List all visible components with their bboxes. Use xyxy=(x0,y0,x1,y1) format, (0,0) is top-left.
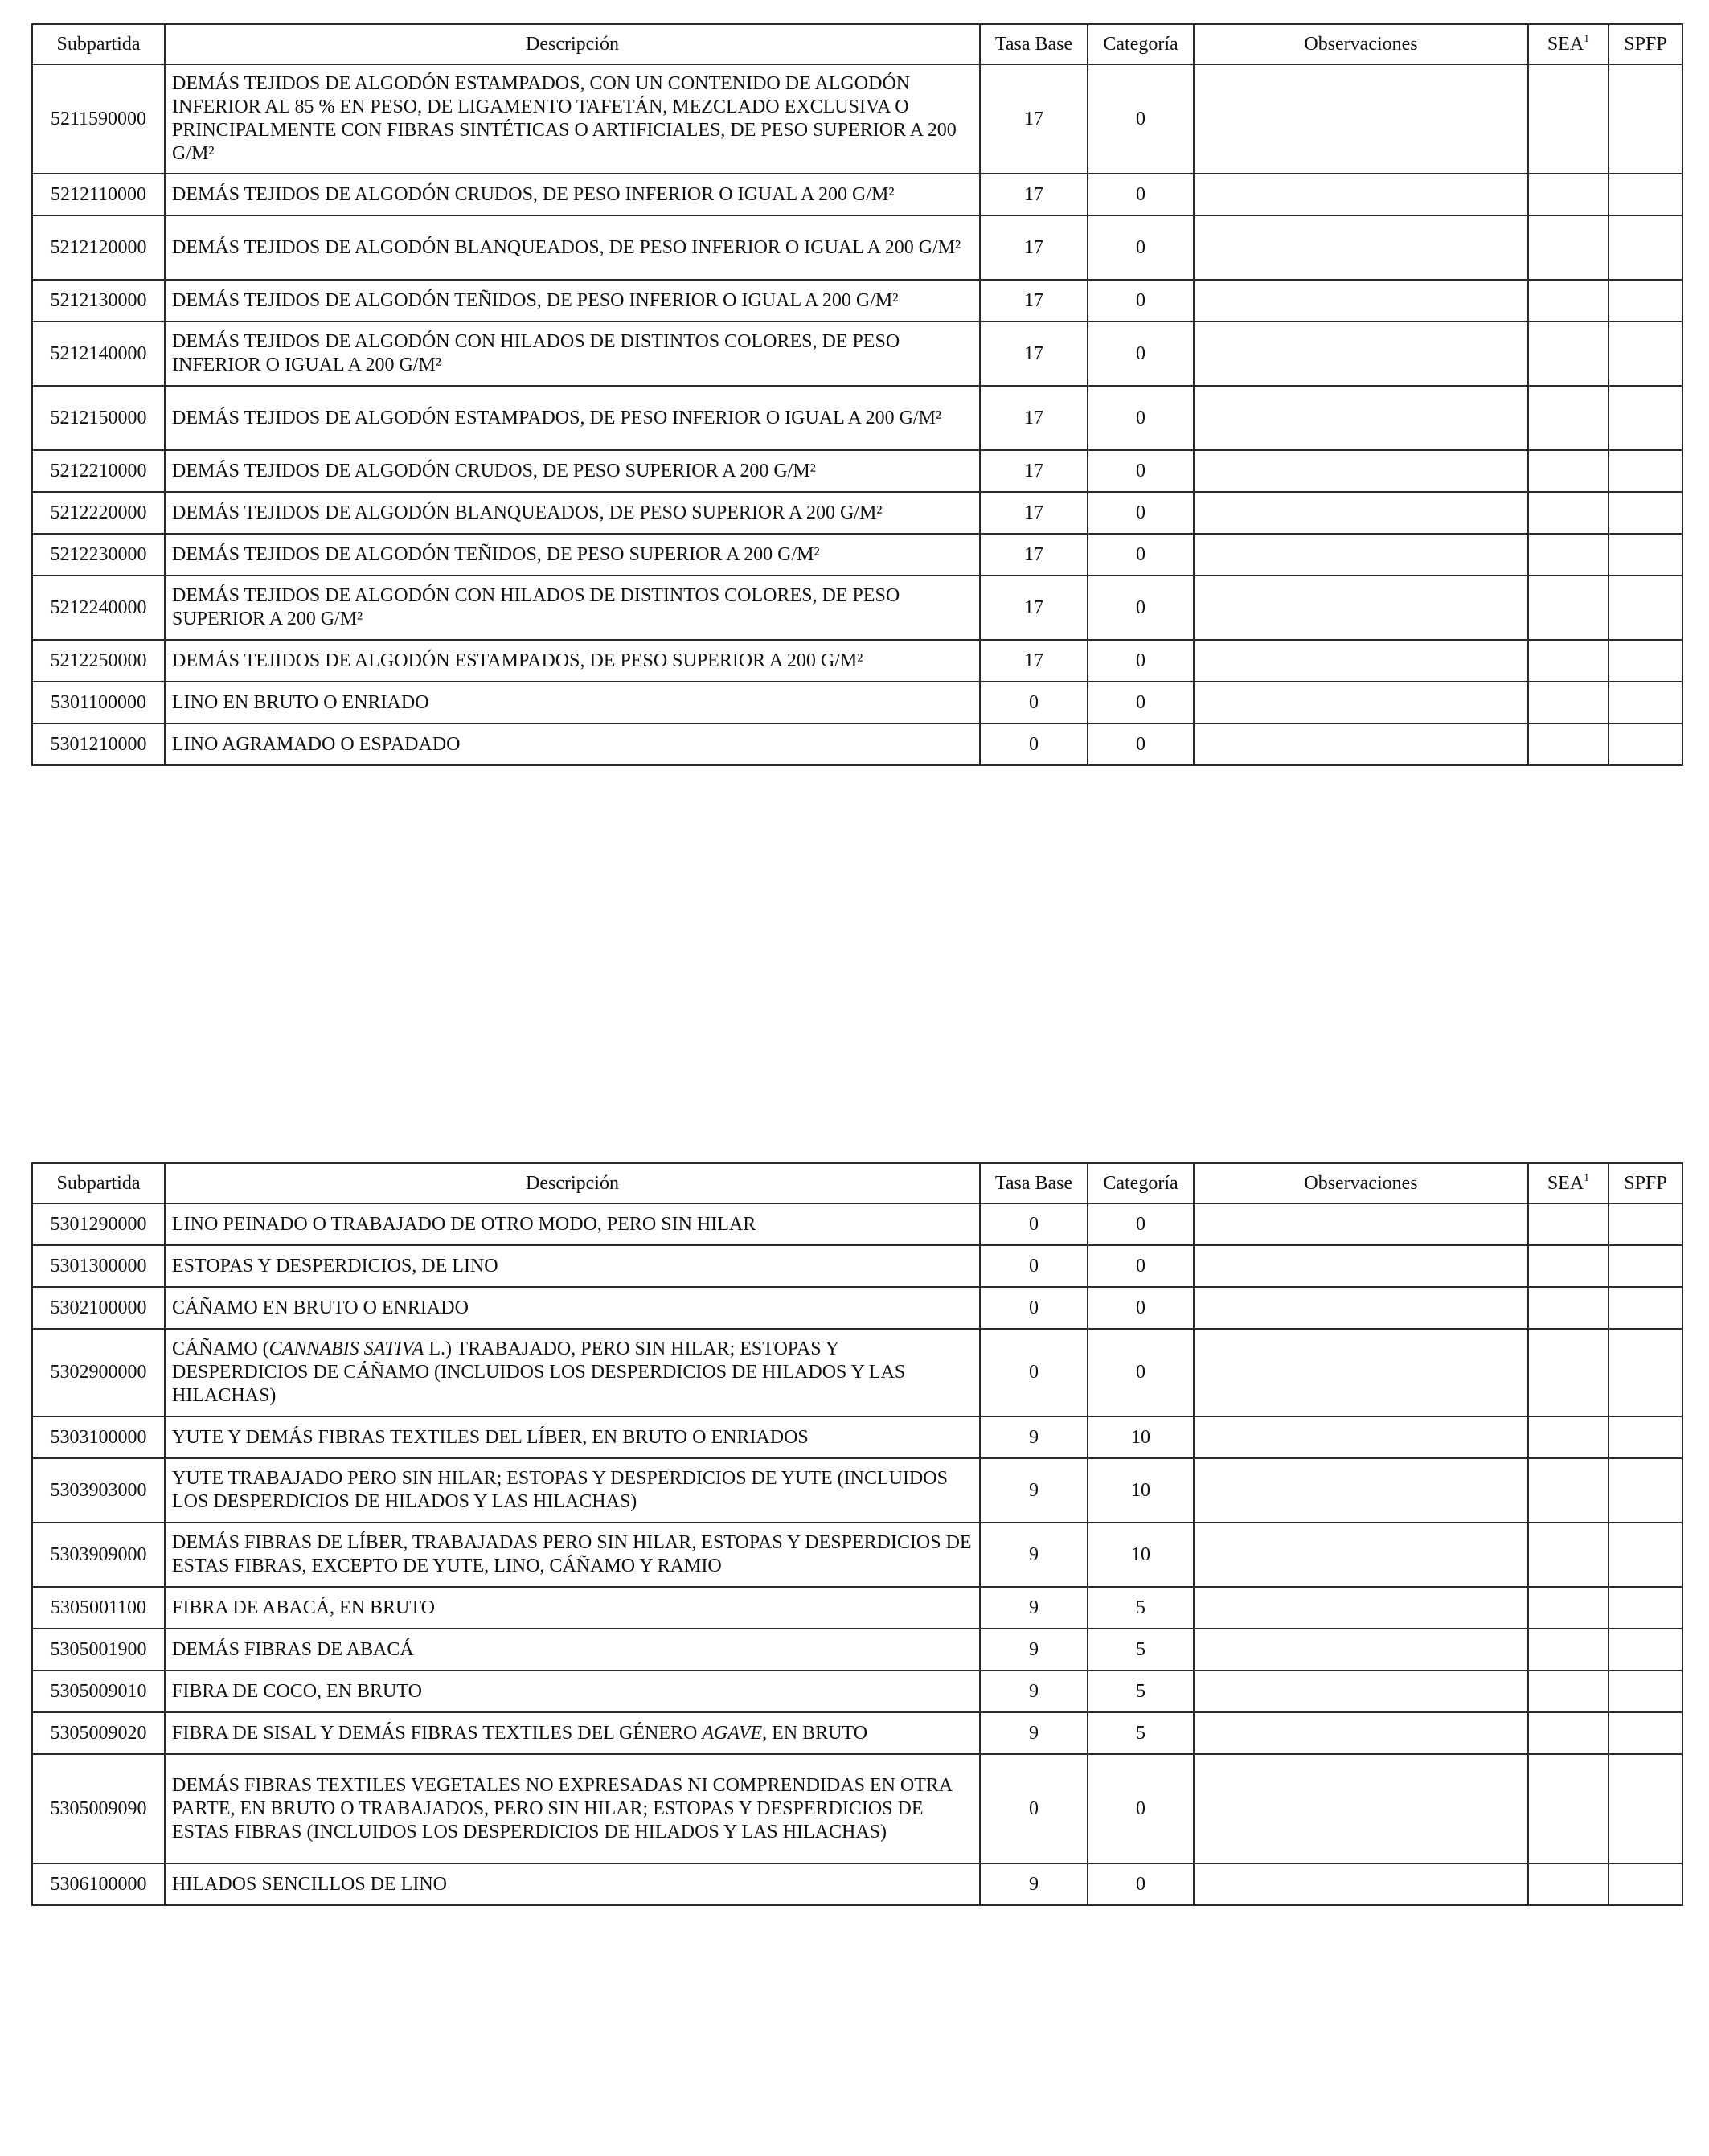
table-row xyxy=(32,322,1682,386)
tasa-base-cell: 9 xyxy=(980,1587,1088,1629)
observaciones-cell xyxy=(1194,534,1528,576)
sea-cell xyxy=(1528,534,1609,576)
table-row xyxy=(32,280,1682,322)
spfp-cell xyxy=(1609,1287,1682,1329)
spfp-cell xyxy=(1609,174,1682,215)
tasa-base-cell: 17 xyxy=(980,280,1088,322)
tasa-base-cell: 0 xyxy=(980,723,1088,765)
categoria-cell: 5 xyxy=(1088,1629,1194,1670)
categoria-cell: 5 xyxy=(1088,1587,1194,1629)
tariff-table-1 xyxy=(31,23,1683,766)
subpartida-cell: 5212250000 xyxy=(32,640,165,682)
sea-cell xyxy=(1528,386,1609,450)
table-row xyxy=(32,386,1682,450)
spfp-cell xyxy=(1609,1712,1682,1754)
table-header xyxy=(32,24,1682,64)
sea-cell xyxy=(1528,1245,1609,1287)
table-row xyxy=(32,682,1682,723)
observaciones-cell xyxy=(1194,1670,1528,1712)
description-cell: HILADOS SENCILLOS DE LINO xyxy=(165,1863,980,1905)
subpartida-cell: 5303100000 xyxy=(32,1416,165,1458)
sea-cell xyxy=(1528,492,1609,534)
subpartida-cell: 5302100000 xyxy=(32,1287,165,1329)
col-header-observaciones: Observaciones xyxy=(1194,1163,1528,1203)
subpartida-cell: 5302900000 xyxy=(32,1329,165,1416)
sea-cell xyxy=(1528,450,1609,492)
tasa-base-cell: 0 xyxy=(980,1245,1088,1287)
observaciones-cell xyxy=(1194,386,1528,450)
spfp-cell xyxy=(1609,1670,1682,1712)
categoria-cell: 5 xyxy=(1088,1670,1194,1712)
tasa-base-cell: 17 xyxy=(980,640,1088,682)
categoria-cell: 0 xyxy=(1088,322,1194,386)
tariff-table-2 xyxy=(31,1162,1683,1906)
subpartida-cell: 5305009020 xyxy=(32,1712,165,1754)
table-row xyxy=(32,1587,1682,1629)
categoria-cell: 0 xyxy=(1088,1203,1194,1245)
table-row xyxy=(32,1287,1682,1329)
description-cell: DEMÁS TEJIDOS DE ALGODÓN TEÑIDOS, DE PESO INFERIOR O IGUAL A 200 G/M² xyxy=(165,280,980,322)
col-header-descripcion: Descripción xyxy=(165,1163,980,1203)
description-cell: DEMÁS FIBRAS TEXTILES VEGETALES NO EXPRESADAS NI COMPRENDIDAS EN OTRA PARTE, EN BRUTO O TRABAJADOS, PERO SIN HILAR; ESTOPAS Y DESPERDICIOS DE ESTAS FIBRAS (INCLUIDOS LOS DESPERDICIOS DE HILADOS Y LAS HILACHAS) xyxy=(165,1754,980,1863)
tasa-base-cell: 17 xyxy=(980,534,1088,576)
spfp-cell xyxy=(1609,1863,1682,1905)
observaciones-cell xyxy=(1194,1203,1528,1245)
categoria-cell: 0 xyxy=(1088,576,1194,640)
sea-cell xyxy=(1528,1329,1609,1416)
sea-cell xyxy=(1528,1416,1609,1458)
sea-footnote-marker: 1 xyxy=(1584,32,1590,45)
col-header-sea-label: SEA xyxy=(1547,33,1584,55)
categoria-cell: 0 xyxy=(1088,534,1194,576)
subpartida-cell: 5212220000 xyxy=(32,492,165,534)
observaciones-cell xyxy=(1194,1329,1528,1416)
spfp-cell xyxy=(1609,492,1682,534)
observaciones-cell xyxy=(1194,1287,1528,1329)
spfp-cell xyxy=(1609,1458,1682,1523)
sea-cell xyxy=(1528,1287,1609,1329)
table-row xyxy=(32,215,1682,280)
description-cell: ESTOPAS Y DESPERDICIOS, DE LINO xyxy=(165,1245,980,1287)
subpartida-cell: 5306100000 xyxy=(32,1863,165,1905)
observaciones-cell xyxy=(1194,1754,1528,1863)
tasa-base-cell: 0 xyxy=(980,1203,1088,1245)
description-italic-text: AGAVE xyxy=(702,1722,763,1744)
description-italic-text: CANNABIS SATIVA xyxy=(268,1338,424,1359)
observaciones-cell xyxy=(1194,492,1528,534)
description-cell: LINO EN BRUTO O ENRIADO xyxy=(165,682,980,723)
spfp-cell xyxy=(1609,1245,1682,1287)
tasa-base-cell: 9 xyxy=(980,1670,1088,1712)
tasa-base-cell: 9 xyxy=(980,1523,1088,1587)
observaciones-cell xyxy=(1194,1523,1528,1587)
subpartida-cell: 5212130000 xyxy=(32,280,165,322)
table-row xyxy=(32,1523,1682,1587)
description-cell: FIBRA DE COCO, EN BRUTO xyxy=(165,1670,980,1712)
table-row xyxy=(32,1712,1682,1754)
tasa-base-cell: 0 xyxy=(980,1329,1088,1416)
categoria-cell: 0 xyxy=(1088,682,1194,723)
col-header-subpartida: Subpartida xyxy=(32,24,165,64)
sea-cell xyxy=(1528,322,1609,386)
sea-cell xyxy=(1528,1629,1609,1670)
sea-cell xyxy=(1528,64,1609,174)
subpartida-cell: 5305009090 xyxy=(32,1754,165,1863)
table-row xyxy=(32,1863,1682,1905)
tasa-base-cell: 17 xyxy=(980,64,1088,174)
categoria-cell: 0 xyxy=(1088,280,1194,322)
spfp-cell xyxy=(1609,1203,1682,1245)
col-header-tasa-base: Tasa Base xyxy=(980,1163,1088,1203)
tasa-base-cell: 9 xyxy=(980,1458,1088,1523)
categoria-cell: 10 xyxy=(1088,1416,1194,1458)
sea-cell xyxy=(1528,640,1609,682)
observaciones-cell xyxy=(1194,640,1528,682)
description-cell: DEMÁS TEJIDOS DE ALGODÓN TEÑIDOS, DE PESO SUPERIOR A 200 G/M² xyxy=(165,534,980,576)
subpartida-cell: 5305001100 xyxy=(32,1587,165,1629)
spfp-cell xyxy=(1609,386,1682,450)
subpartida-cell: 5301290000 xyxy=(32,1203,165,1245)
sea-cell xyxy=(1528,280,1609,322)
observaciones-cell xyxy=(1194,1863,1528,1905)
categoria-cell: 5 xyxy=(1088,1712,1194,1754)
sea-cell xyxy=(1528,723,1609,765)
observaciones-cell xyxy=(1194,1629,1528,1670)
tasa-base-cell: 17 xyxy=(980,386,1088,450)
sea-cell xyxy=(1528,682,1609,723)
observaciones-cell xyxy=(1194,215,1528,280)
table-row xyxy=(32,534,1682,576)
table-row xyxy=(32,174,1682,215)
categoria-cell: 10 xyxy=(1088,1523,1194,1587)
description-cell: DEMÁS TEJIDOS DE ALGODÓN CON HILADOS DE DISTINTOS COLORES, DE PESO SUPERIOR A 200 G/M² xyxy=(165,576,980,640)
categoria-cell: 0 xyxy=(1088,64,1194,174)
sea-cell xyxy=(1528,576,1609,640)
col-header-spfp: SPFP xyxy=(1609,1163,1682,1203)
subpartida-cell: 5305001900 xyxy=(32,1629,165,1670)
table-row xyxy=(32,492,1682,534)
description-text: , EN BRUTO xyxy=(762,1722,868,1744)
subpartida-cell: 5212120000 xyxy=(32,215,165,280)
spfp-cell xyxy=(1609,723,1682,765)
subpartida-cell: 5212150000 xyxy=(32,386,165,450)
tasa-base-cell: 9 xyxy=(980,1712,1088,1754)
description-text: FIBRA DE SISAL Y DEMÁS FIBRAS TEXTILES DEL GÉNERO xyxy=(172,1722,703,1744)
description-cell: DEMÁS FIBRAS DE LÍBER, TRABAJADAS PERO SIN HILAR, ESTOPAS Y DESPERDICIOS DE ESTAS FIBRAS, EXCEPTO DE YUTE, LINO, CÁÑAMO Y RAMIO xyxy=(165,1523,980,1587)
description-cell: YUTE Y DEMÁS FIBRAS TEXTILES DEL LÍBER, EN BRUTO O ENRIADOS xyxy=(165,1416,980,1458)
subpartida-cell: 5301210000 xyxy=(32,723,165,765)
col-header-observaciones: Observaciones xyxy=(1194,24,1528,64)
subpartida-cell: 5212240000 xyxy=(32,576,165,640)
categoria-cell: 0 xyxy=(1088,492,1194,534)
tasa-base-cell: 9 xyxy=(980,1863,1088,1905)
categoria-cell: 0 xyxy=(1088,1329,1194,1416)
observaciones-cell xyxy=(1194,322,1528,386)
description-cell: DEMÁS TEJIDOS DE ALGODÓN BLANQUEADOS, DE PESO SUPERIOR A 200 G/M² xyxy=(165,492,980,534)
tasa-base-cell: 17 xyxy=(980,576,1088,640)
sea-footnote-marker: 1 xyxy=(1584,1171,1590,1184)
col-header-tasa-base: Tasa Base xyxy=(980,24,1088,64)
description-cell: DEMÁS TEJIDOS DE ALGODÓN CRUDOS, DE PESO SUPERIOR A 200 G/M² xyxy=(165,450,980,492)
spfp-cell xyxy=(1609,1329,1682,1416)
description-cell: DEMÁS FIBRAS DE ABACÁ xyxy=(165,1629,980,1670)
sea-cell xyxy=(1528,1754,1609,1863)
table-row xyxy=(32,1245,1682,1287)
table-row xyxy=(32,1416,1682,1458)
observaciones-cell xyxy=(1194,1712,1528,1754)
subpartida-cell: 5211590000 xyxy=(32,64,165,174)
table-row xyxy=(32,1458,1682,1523)
categoria-cell: 10 xyxy=(1088,1458,1194,1523)
sea-cell xyxy=(1528,1523,1609,1587)
observaciones-cell xyxy=(1194,1458,1528,1523)
tasa-base-cell: 17 xyxy=(980,174,1088,215)
col-header-spfp: SPFP xyxy=(1609,24,1682,64)
categoria-cell: 0 xyxy=(1088,1245,1194,1287)
observaciones-cell xyxy=(1194,174,1528,215)
observaciones-cell xyxy=(1194,64,1528,174)
categoria-cell: 0 xyxy=(1088,723,1194,765)
col-header-sea xyxy=(1528,24,1609,64)
table-row xyxy=(32,576,1682,640)
table-row xyxy=(32,1203,1682,1245)
description-cell: DEMÁS TEJIDOS DE ALGODÓN BLANQUEADOS, DE PESO INFERIOR O IGUAL A 200 G/M² xyxy=(165,215,980,280)
categoria-cell: 0 xyxy=(1088,450,1194,492)
description-cell: DEMÁS TEJIDOS DE ALGODÓN CON HILADOS DE DISTINTOS COLORES, DE PESO INFERIOR O IGUAL A 200 G/M² xyxy=(165,322,980,386)
subpartida-cell: 5212210000 xyxy=(32,450,165,492)
description-cell: DEMÁS TEJIDOS DE ALGODÓN ESTAMPADOS, DE PESO SUPERIOR A 200 G/M² xyxy=(165,640,980,682)
tasa-base-cell: 9 xyxy=(980,1629,1088,1670)
subpartida-cell: 5303903000 xyxy=(32,1458,165,1523)
observaciones-cell xyxy=(1194,682,1528,723)
sea-cell xyxy=(1528,1712,1609,1754)
observaciones-cell xyxy=(1194,280,1528,322)
sea-cell xyxy=(1528,215,1609,280)
tasa-base-cell: 17 xyxy=(980,322,1088,386)
table-row xyxy=(32,1329,1682,1416)
observaciones-cell xyxy=(1194,723,1528,765)
spfp-cell xyxy=(1609,1523,1682,1587)
description-cell xyxy=(165,1329,980,1416)
subpartida-cell: 5305009010 xyxy=(32,1670,165,1712)
spfp-cell xyxy=(1609,1754,1682,1863)
tasa-base-cell: 17 xyxy=(980,215,1088,280)
description-cell: DEMÁS TEJIDOS DE ALGODÓN CRUDOS, DE PESO INFERIOR O IGUAL A 200 G/M² xyxy=(165,174,980,215)
description-cell: DEMÁS TEJIDOS DE ALGODÓN ESTAMPADOS, CON UN CONTENIDO DE ALGODÓN INFERIOR AL 85 % EN PESO, DE LIGAMENTO TAFETÁN, MEZCLADO EXCLUSIVA O PRINCIPALMENTE CON FIBRAS SINTÉTICAS O ARTIFICIALES, DE PESO SUPERIOR A 200 G/M² xyxy=(165,64,980,174)
subpartida-cell: 5212110000 xyxy=(32,174,165,215)
subpartida-cell: 5301100000 xyxy=(32,682,165,723)
sea-cell xyxy=(1528,174,1609,215)
tasa-base-cell: 17 xyxy=(980,492,1088,534)
description-cell: YUTE TRABAJADO PERO SIN HILAR; ESTOPAS Y DESPERDICIOS DE YUTE (INCLUIDOS LOS DESPERDICIOS DE HILADOS Y LAS HILACHAS) xyxy=(165,1458,980,1523)
spfp-cell xyxy=(1609,682,1682,723)
col-header-sea xyxy=(1528,1163,1609,1203)
table-header xyxy=(32,1163,1682,1203)
table-row xyxy=(32,1629,1682,1670)
categoria-cell: 0 xyxy=(1088,1287,1194,1329)
description-cell: DEMÁS TEJIDOS DE ALGODÓN ESTAMPADOS, DE PESO INFERIOR O IGUAL A 200 G/M² xyxy=(165,386,980,450)
description-cell: LINO AGRAMADO O ESPADADO xyxy=(165,723,980,765)
categoria-cell: 0 xyxy=(1088,174,1194,215)
categoria-cell: 0 xyxy=(1088,640,1194,682)
observaciones-cell xyxy=(1194,1416,1528,1458)
tasa-base-cell: 0 xyxy=(980,1287,1088,1329)
spfp-cell xyxy=(1609,215,1682,280)
col-header-sea-label: SEA xyxy=(1547,1172,1584,1194)
table-row xyxy=(32,723,1682,765)
subpartida-cell: 5212230000 xyxy=(32,534,165,576)
subpartida-cell: 5212140000 xyxy=(32,322,165,386)
spfp-cell xyxy=(1609,280,1682,322)
categoria-cell: 0 xyxy=(1088,215,1194,280)
col-header-descripcion: Descripción xyxy=(165,24,980,64)
subpartida-cell: 5301300000 xyxy=(32,1245,165,1287)
col-header-categoria: Categoría xyxy=(1088,1163,1194,1203)
spfp-cell xyxy=(1609,576,1682,640)
tasa-base-cell: 0 xyxy=(980,1754,1088,1863)
description-cell: FIBRA DE ABACÁ, EN BRUTO xyxy=(165,1587,980,1629)
sea-cell xyxy=(1528,1587,1609,1629)
description-text: L.) TRABAJADO, PERO SIN HILAR; ESTOPAS Y DESPERDICIOS DE CÁÑAMO (INCLUIDOS LOS DESPERDICIOS DE HILADOS Y LAS HILACHAS) xyxy=(172,1338,906,1406)
description-cell: CÁÑAMO EN BRUTO O ENRIADO xyxy=(165,1287,980,1329)
description-cell xyxy=(165,1712,980,1754)
sea-cell xyxy=(1528,1458,1609,1523)
spfp-cell xyxy=(1609,322,1682,386)
table-body xyxy=(32,64,1682,765)
tasa-base-cell: 0 xyxy=(980,682,1088,723)
col-header-subpartida: Subpartida xyxy=(32,1163,165,1203)
spfp-cell xyxy=(1609,1416,1682,1458)
categoria-cell: 0 xyxy=(1088,1754,1194,1863)
categoria-cell: 0 xyxy=(1088,386,1194,450)
description-cell: LINO PEINADO O TRABAJADO DE OTRO MODO, PERO SIN HILAR xyxy=(165,1203,980,1245)
observaciones-cell xyxy=(1194,1587,1528,1629)
sea-cell xyxy=(1528,1203,1609,1245)
tasa-base-cell: 9 xyxy=(980,1416,1088,1458)
observaciones-cell xyxy=(1194,450,1528,492)
col-header-categoria: Categoría xyxy=(1088,24,1194,64)
table-row xyxy=(32,1754,1682,1863)
observaciones-cell xyxy=(1194,1245,1528,1287)
sea-cell xyxy=(1528,1863,1609,1905)
table-row xyxy=(32,1670,1682,1712)
spfp-cell xyxy=(1609,640,1682,682)
spfp-cell xyxy=(1609,450,1682,492)
tasa-base-cell: 17 xyxy=(980,450,1088,492)
table-body xyxy=(32,1203,1682,1905)
categoria-cell: 0 xyxy=(1088,1863,1194,1905)
table-row xyxy=(32,640,1682,682)
table-row xyxy=(32,64,1682,174)
description-text: CÁÑAMO ( xyxy=(172,1338,269,1359)
observaciones-cell xyxy=(1194,576,1528,640)
table-row xyxy=(32,450,1682,492)
subpartida-cell: 5303909000 xyxy=(32,1523,165,1587)
sea-cell xyxy=(1528,1670,1609,1712)
spfp-cell xyxy=(1609,1587,1682,1629)
spfp-cell xyxy=(1609,1629,1682,1670)
spfp-cell xyxy=(1609,534,1682,576)
spfp-cell xyxy=(1609,64,1682,174)
